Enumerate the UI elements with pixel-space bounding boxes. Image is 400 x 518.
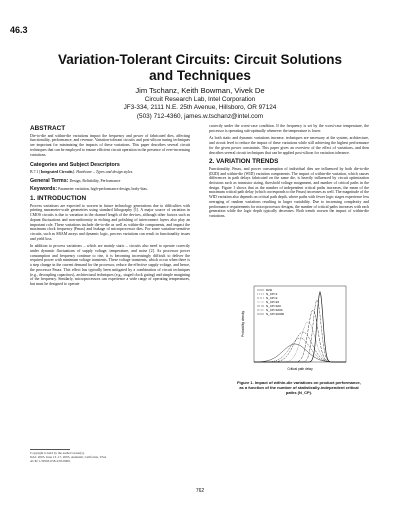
figure-1-plot: [240, 284, 350, 376]
title-line-1: Variation-Tolerant Circuits: Circuit Solutions: [57, 52, 343, 67]
keywords: [30, 187, 190, 192]
categories-text: [30, 170, 190, 175]
right-column: [209, 124, 369, 222]
plot-legend: [257, 288, 284, 316]
paper-title: [0, 52, 400, 84]
section1-paragraph-1: Process variations are expected to worsen in future technology generations due to difficulties with printing nanometer-scale geometries using standard lithography [1]. A major source of variation in CMOS circuits is due to variation in the channel length of the devices, although other factors such as dopant fluctuations and non-uniformity in etching and polishing of interconnect layers also play an important role. These variations include die-to-die as well as within-die components, and impact the maximum clock frequency (Fmax) and leakage of microprocessor dies. For some variation-sensitive circuits, such as SRAM arrays and dynamic logic, process variations can result in functionality issues and yield loss.: [30, 203, 190, 241]
session-number: 46.3: [10, 25, 28, 35]
general-terms-text: Design, Reliability, Performance: [69, 178, 121, 183]
legend-label-4: N_CP=10: [266, 300, 280, 304]
curve-5: [254, 310, 346, 362]
keywords-text: Parameter variation, high-performance design, body-bias.: [58, 187, 148, 192]
curve-4: [254, 322, 346, 362]
general-terms: [30, 179, 190, 184]
legend-label-3: N_CP=2: [266, 296, 278, 300]
author-block: [0, 86, 400, 121]
title-line-2: and Techniques: [149, 68, 251, 83]
author-affiliation: Circuit Research Lab, Intel Corporation: [144, 95, 256, 103]
author-names: Jim Tschanz, Keith Bowman, Vivek De: [135, 86, 265, 95]
footnote-line-3: ACM 1-59593-058-2/05/0006.: [30, 459, 71, 464]
copyright-footnote: [30, 451, 180, 464]
legend-label-6: N_CP=1000: [266, 308, 283, 312]
figure-1-caption: Figure 1. Impact of within-die variations on product performance, as a function of the number of statistically-independent critical paths (N_CP).: [237, 380, 361, 396]
section1-paragraph-2: In addition to process variations – which are mainly static – circuits also need to operate correctly under dynamic fluctuations of supply voltage, temperature, and noise [2]. As processor power consumption and frequency continue to rise, it is becoming increasingly difficult to deliver the required power with minimum voltage transients. These voltage transients, which occur when there is a step change in the current demand for the processor, reduce the effective supply voltage, and hence, the processor Fmax. This effect has typically been mitigated by a combination of circuit techniques (e.g., decoupling capacitors), architectural techniques (e.g., staged clock gating) and simple margining of the frequency. Similarly, microprocessors can experience a wide range of operating temperatures, but must be designed to operate: [30, 244, 190, 286]
right-intro-text: correctly under the worst-case condition. If the frequency is set by the worst-case temperature, the processor is operating sub-optimally whenever the temperature is lower.: [209, 124, 369, 133]
keywords-label: Keywords:: [30, 186, 58, 193]
footnote-line-2: DAC 2005, June 13–17, 2005, Anaheim, California, USA: [30, 455, 107, 460]
section1-heading: 1. INTRODUCTION: [30, 195, 87, 203]
author-contact: (503) 712-4360, james.w.tschanz@intel.com: [136, 112, 264, 120]
general-terms-label: General Terms:: [30, 177, 69, 184]
page-number: 762: [195, 488, 205, 494]
abstract-heading: ABSTRACT: [30, 125, 66, 132]
section2-heading: 2. VARIATION TRENDS: [209, 158, 279, 166]
curve-1: [254, 344, 346, 362]
left-column: [30, 124, 190, 290]
curve-3: [254, 332, 346, 362]
footnote-rule: [30, 449, 70, 450]
x-axis-label: Critical path delay: [287, 367, 313, 371]
categories-heading: Categories and Subject Descriptors: [30, 162, 120, 169]
y-axis-label: Probability density: [241, 311, 245, 337]
categories-suffix: ]: Hardware – Types and design styles.: [72, 169, 134, 174]
section2-text: Functionality, Fmax, and power consumption of individual dies are influenced by both die-to-die (D2D) and within-die (WID) variation components. The impact of within-die variation, which causes differences in path delays fabricated on the same die, is heavily influenced by circuit optimization decisions such as transistor sizing, threshold voltage assignment, and number of critical paths in the design. Figure 1 shows that as the number of independent critical paths increases, the mean of the maximum critical path delay (which corresponds to the Fmax) increases as well. The magnitude of the WID variation also depends on critical path depth, where paths with fewer logic stages experience less averaging of random variations resulting in larger variability. Due to increasing complexity and performance requirements for microprocessor designs, the number of critical paths increases with each generation while the logic depth typically decreases. Both trends worsen the impact of within-die variations.: [209, 166, 369, 218]
legend-label-5: N_CP=100: [266, 304, 281, 308]
abstract-text: Die-to-die and within-die variations impact the frequency and power of fabricated dies, affecting functionality, performance, and revenue. Variation-tolerant circuits and post-silicon tuning techniques are important for minimizing the impacts of these variations. This paper describes several circuit techniques that can be employed to ensure efficient circuit operation in the presence of ever-increasing variations.: [30, 133, 190, 157]
categories-prefix: B.7.1 [: [30, 169, 41, 174]
legend-label-7: N_CP=10000: [266, 312, 285, 316]
footnote-line-1: Copyright is held by the author/owner(s).: [30, 451, 85, 455]
categories-bold: Integrated Circuits: [40, 169, 73, 174]
legend-label-1: D2D: [266, 288, 273, 292]
author-address: JF3-334, 2111 N.E. 25th Avenue, Hillsboro, OR 97124: [123, 104, 277, 112]
right-paragraph-2: As both static and dynamic variations increase, techniques are necessary at the system, architecture, and circuit level to reduce the impact of these variations while still achieving the highest performance for the given power constraints. This paper gives an overview of the effect of variations, and then describes several circuit techniques that can be applied post-silicon for variation tolerance.: [209, 136, 369, 155]
legend-label-2: N_CP=1: [266, 292, 278, 296]
curve-2: [254, 338, 346, 362]
